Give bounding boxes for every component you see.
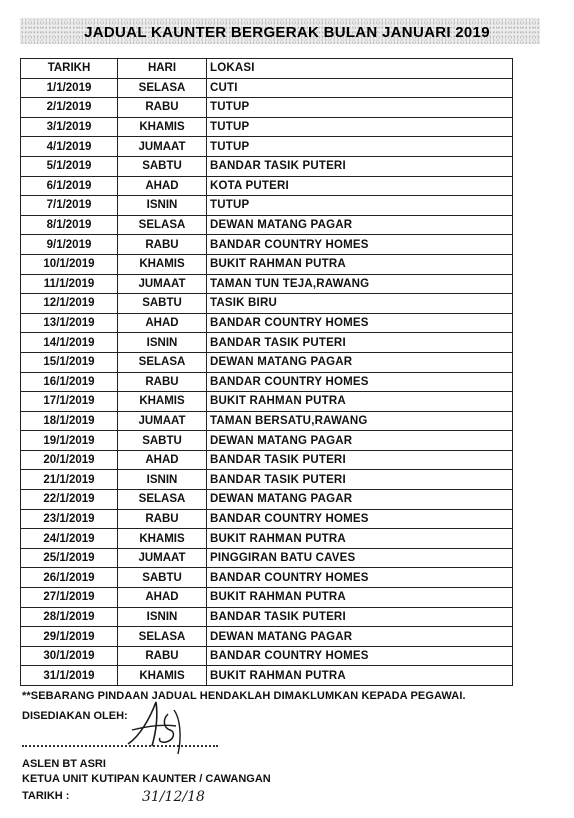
- day-cell: RABU: [118, 98, 207, 118]
- location-cell: BUKIT RAHMAN PUTRA: [207, 588, 513, 608]
- location-cell: BANDAR COUNTRY HOMES: [207, 235, 513, 255]
- table-row: [21, 352, 513, 372]
- location-cell: TUTUP: [207, 137, 513, 157]
- date-cell: 25/1/2019: [21, 548, 118, 568]
- location-cell: BANDAR TASIK PUTERI: [207, 156, 513, 176]
- location-cell: BANDAR COUNTRY HOMES: [207, 646, 513, 666]
- table-row: [21, 568, 513, 588]
- table-row: [21, 588, 513, 608]
- signature-line: [22, 745, 218, 747]
- table-row: [21, 98, 513, 118]
- day-cell: SELASA: [118, 352, 207, 372]
- day-cell: JUMAAT: [118, 548, 207, 568]
- location-cell: KOTA PUTERI: [207, 176, 513, 196]
- location-cell: BANDAR COUNTRY HOMES: [207, 313, 513, 333]
- date-cell: 7/1/2019: [21, 196, 118, 216]
- location-cell: DEWAN MATANG PAGAR: [207, 215, 513, 235]
- day-cell: KHAMIS: [118, 117, 207, 137]
- day-cell: SELASA: [118, 627, 207, 647]
- location-cell: TAMAN TUN TEJA,RAWANG: [207, 274, 513, 294]
- table-row: [21, 666, 513, 686]
- column-header-location: LOKASI: [207, 59, 513, 79]
- table-row: [21, 548, 513, 568]
- signatory-position: KETUA UNIT KUTIPAN KAUNTER / CAWANGAN: [22, 773, 271, 785]
- table-row: [21, 607, 513, 627]
- day-cell: SABTU: [118, 156, 207, 176]
- day-cell: JUMAAT: [118, 274, 207, 294]
- table-row: [21, 176, 513, 196]
- date-cell: 10/1/2019: [21, 254, 118, 274]
- day-cell: SELASA: [118, 78, 207, 98]
- location-cell: TAMAN BERSATU,RAWANG: [207, 411, 513, 431]
- page-title: JADUAL KAUNTER BERGERAK BULAN JANUARI 2019: [84, 24, 490, 41]
- day-cell: KHAMIS: [118, 254, 207, 274]
- day-cell: SABTU: [118, 431, 207, 451]
- amendment-note: **SEBARANG PINDAAN JADUAL HENDAKLAH DIMAKLUMKAN KEPADA PEGAWAI.: [22, 690, 466, 702]
- location-cell: TUTUP: [207, 98, 513, 118]
- table-row: [21, 372, 513, 392]
- date-cell: 14/1/2019: [21, 333, 118, 353]
- handwritten-date: [140, 782, 210, 808]
- prepared-by-label: DISEDIAKAN OLEH:: [22, 710, 128, 722]
- day-cell: AHAD: [118, 313, 207, 333]
- day-cell: AHAD: [118, 450, 207, 470]
- date-cell: 2/1/2019: [21, 98, 118, 118]
- signatory-name: ASLEN BT ASRI: [22, 758, 106, 770]
- date-cell: 31/1/2019: [21, 666, 118, 686]
- location-cell: CUTI: [207, 78, 513, 98]
- location-cell: TUTUP: [207, 117, 513, 137]
- day-cell: SABTU: [118, 294, 207, 314]
- date-cell: 12/1/2019: [21, 294, 118, 314]
- date-cell: 5/1/2019: [21, 156, 118, 176]
- date-cell: 8/1/2019: [21, 215, 118, 235]
- date-cell: 3/1/2019: [21, 117, 118, 137]
- table-row: [21, 450, 513, 470]
- day-cell: KHAMIS: [118, 666, 207, 686]
- location-cell: PINGGIRAN BATU CAVES: [207, 548, 513, 568]
- table-row: [21, 78, 513, 98]
- day-cell: RABU: [118, 646, 207, 666]
- table-row: [21, 490, 513, 510]
- location-cell: BUKIT RAHMAN PUTRA: [207, 254, 513, 274]
- location-cell: BANDAR TASIK PUTERI: [207, 607, 513, 627]
- table-row: [21, 313, 513, 333]
- table-row: [21, 215, 513, 235]
- table-header-row: [21, 59, 513, 79]
- table-row: [21, 392, 513, 412]
- location-cell: DEWAN MATANG PAGAR: [207, 490, 513, 510]
- date-cell: 22/1/2019: [21, 490, 118, 510]
- location-cell: BANDAR COUNTRY HOMES: [207, 568, 513, 588]
- column-header-day: HARI: [118, 59, 207, 79]
- table-row: [21, 235, 513, 255]
- day-cell: ISNIN: [118, 196, 207, 216]
- date-cell: 18/1/2019: [21, 411, 118, 431]
- location-cell: DEWAN MATANG PAGAR: [207, 431, 513, 451]
- date-cell: 11/1/2019: [21, 274, 118, 294]
- date-cell: 1/1/2019: [21, 78, 118, 98]
- location-cell: BANDAR TASIK PUTERI: [207, 450, 513, 470]
- day-cell: ISNIN: [118, 607, 207, 627]
- date-label: TARIKH :: [22, 790, 70, 802]
- date-cell: 17/1/2019: [21, 392, 118, 412]
- day-cell: JUMAAT: [118, 137, 207, 157]
- date-cell: 9/1/2019: [21, 235, 118, 255]
- table-row: [21, 509, 513, 529]
- day-cell: KHAMIS: [118, 392, 207, 412]
- date-cell: 28/1/2019: [21, 607, 118, 627]
- date-cell: 23/1/2019: [21, 509, 118, 529]
- date-cell: 26/1/2019: [21, 568, 118, 588]
- date-cell: 19/1/2019: [21, 431, 118, 451]
- day-cell: RABU: [118, 372, 207, 392]
- location-cell: BUKIT RAHMAN PUTRA: [207, 529, 513, 549]
- date-cell: 13/1/2019: [21, 313, 118, 333]
- location-cell: BANDAR TASIK PUTERI: [207, 333, 513, 353]
- table-row: [21, 333, 513, 353]
- date-cell: 6/1/2019: [21, 176, 118, 196]
- table-row: [21, 470, 513, 490]
- table-row: [21, 294, 513, 314]
- signature-mark: [118, 696, 198, 756]
- date-cell: 20/1/2019: [21, 450, 118, 470]
- date-cell: 30/1/2019: [21, 646, 118, 666]
- day-cell: AHAD: [118, 176, 207, 196]
- date-cell: 16/1/2019: [21, 372, 118, 392]
- table-row: [21, 156, 513, 176]
- day-cell: RABU: [118, 235, 207, 255]
- table-row: [21, 411, 513, 431]
- date-cell: 24/1/2019: [21, 529, 118, 549]
- table-row: [21, 117, 513, 137]
- location-cell: BUKIT RAHMAN PUTRA: [207, 392, 513, 412]
- table-row: [21, 431, 513, 451]
- table-row: [21, 529, 513, 549]
- table-row: [21, 137, 513, 157]
- day-cell: KHAMIS: [118, 529, 207, 549]
- day-cell: ISNIN: [118, 333, 207, 353]
- day-cell: SELASA: [118, 490, 207, 510]
- handwritten-date-text: 31/12/18: [142, 789, 205, 805]
- date-cell: 21/1/2019: [21, 470, 118, 490]
- date-cell: 15/1/2019: [21, 352, 118, 372]
- location-cell: TUTUP: [207, 196, 513, 216]
- table-row: [21, 274, 513, 294]
- table-row: [21, 196, 513, 216]
- schedule-table: [20, 58, 513, 686]
- day-cell: ISNIN: [118, 470, 207, 490]
- column-header-date: TARIKH: [21, 59, 118, 79]
- day-cell: AHAD: [118, 588, 207, 608]
- table-row: [21, 646, 513, 666]
- location-cell: DEWAN MATANG PAGAR: [207, 627, 513, 647]
- location-cell: DEWAN MATANG PAGAR: [207, 352, 513, 372]
- day-cell: JUMAAT: [118, 411, 207, 431]
- schedule-table-body: [21, 78, 513, 685]
- day-cell: SABTU: [118, 568, 207, 588]
- date-cell: 29/1/2019: [21, 627, 118, 647]
- location-cell: TASIK BIRU: [207, 294, 513, 314]
- location-cell: BUKIT RAHMAN PUTRA: [207, 666, 513, 686]
- day-cell: RABU: [118, 509, 207, 529]
- location-cell: BANDAR COUNTRY HOMES: [207, 509, 513, 529]
- date-cell: 4/1/2019: [21, 137, 118, 157]
- location-cell: BANDAR COUNTRY HOMES: [207, 372, 513, 392]
- table-row: [21, 627, 513, 647]
- location-cell: BANDAR TASIK PUTERI: [207, 470, 513, 490]
- day-cell: SELASA: [118, 215, 207, 235]
- date-cell: 27/1/2019: [21, 588, 118, 608]
- table-row: [21, 254, 513, 274]
